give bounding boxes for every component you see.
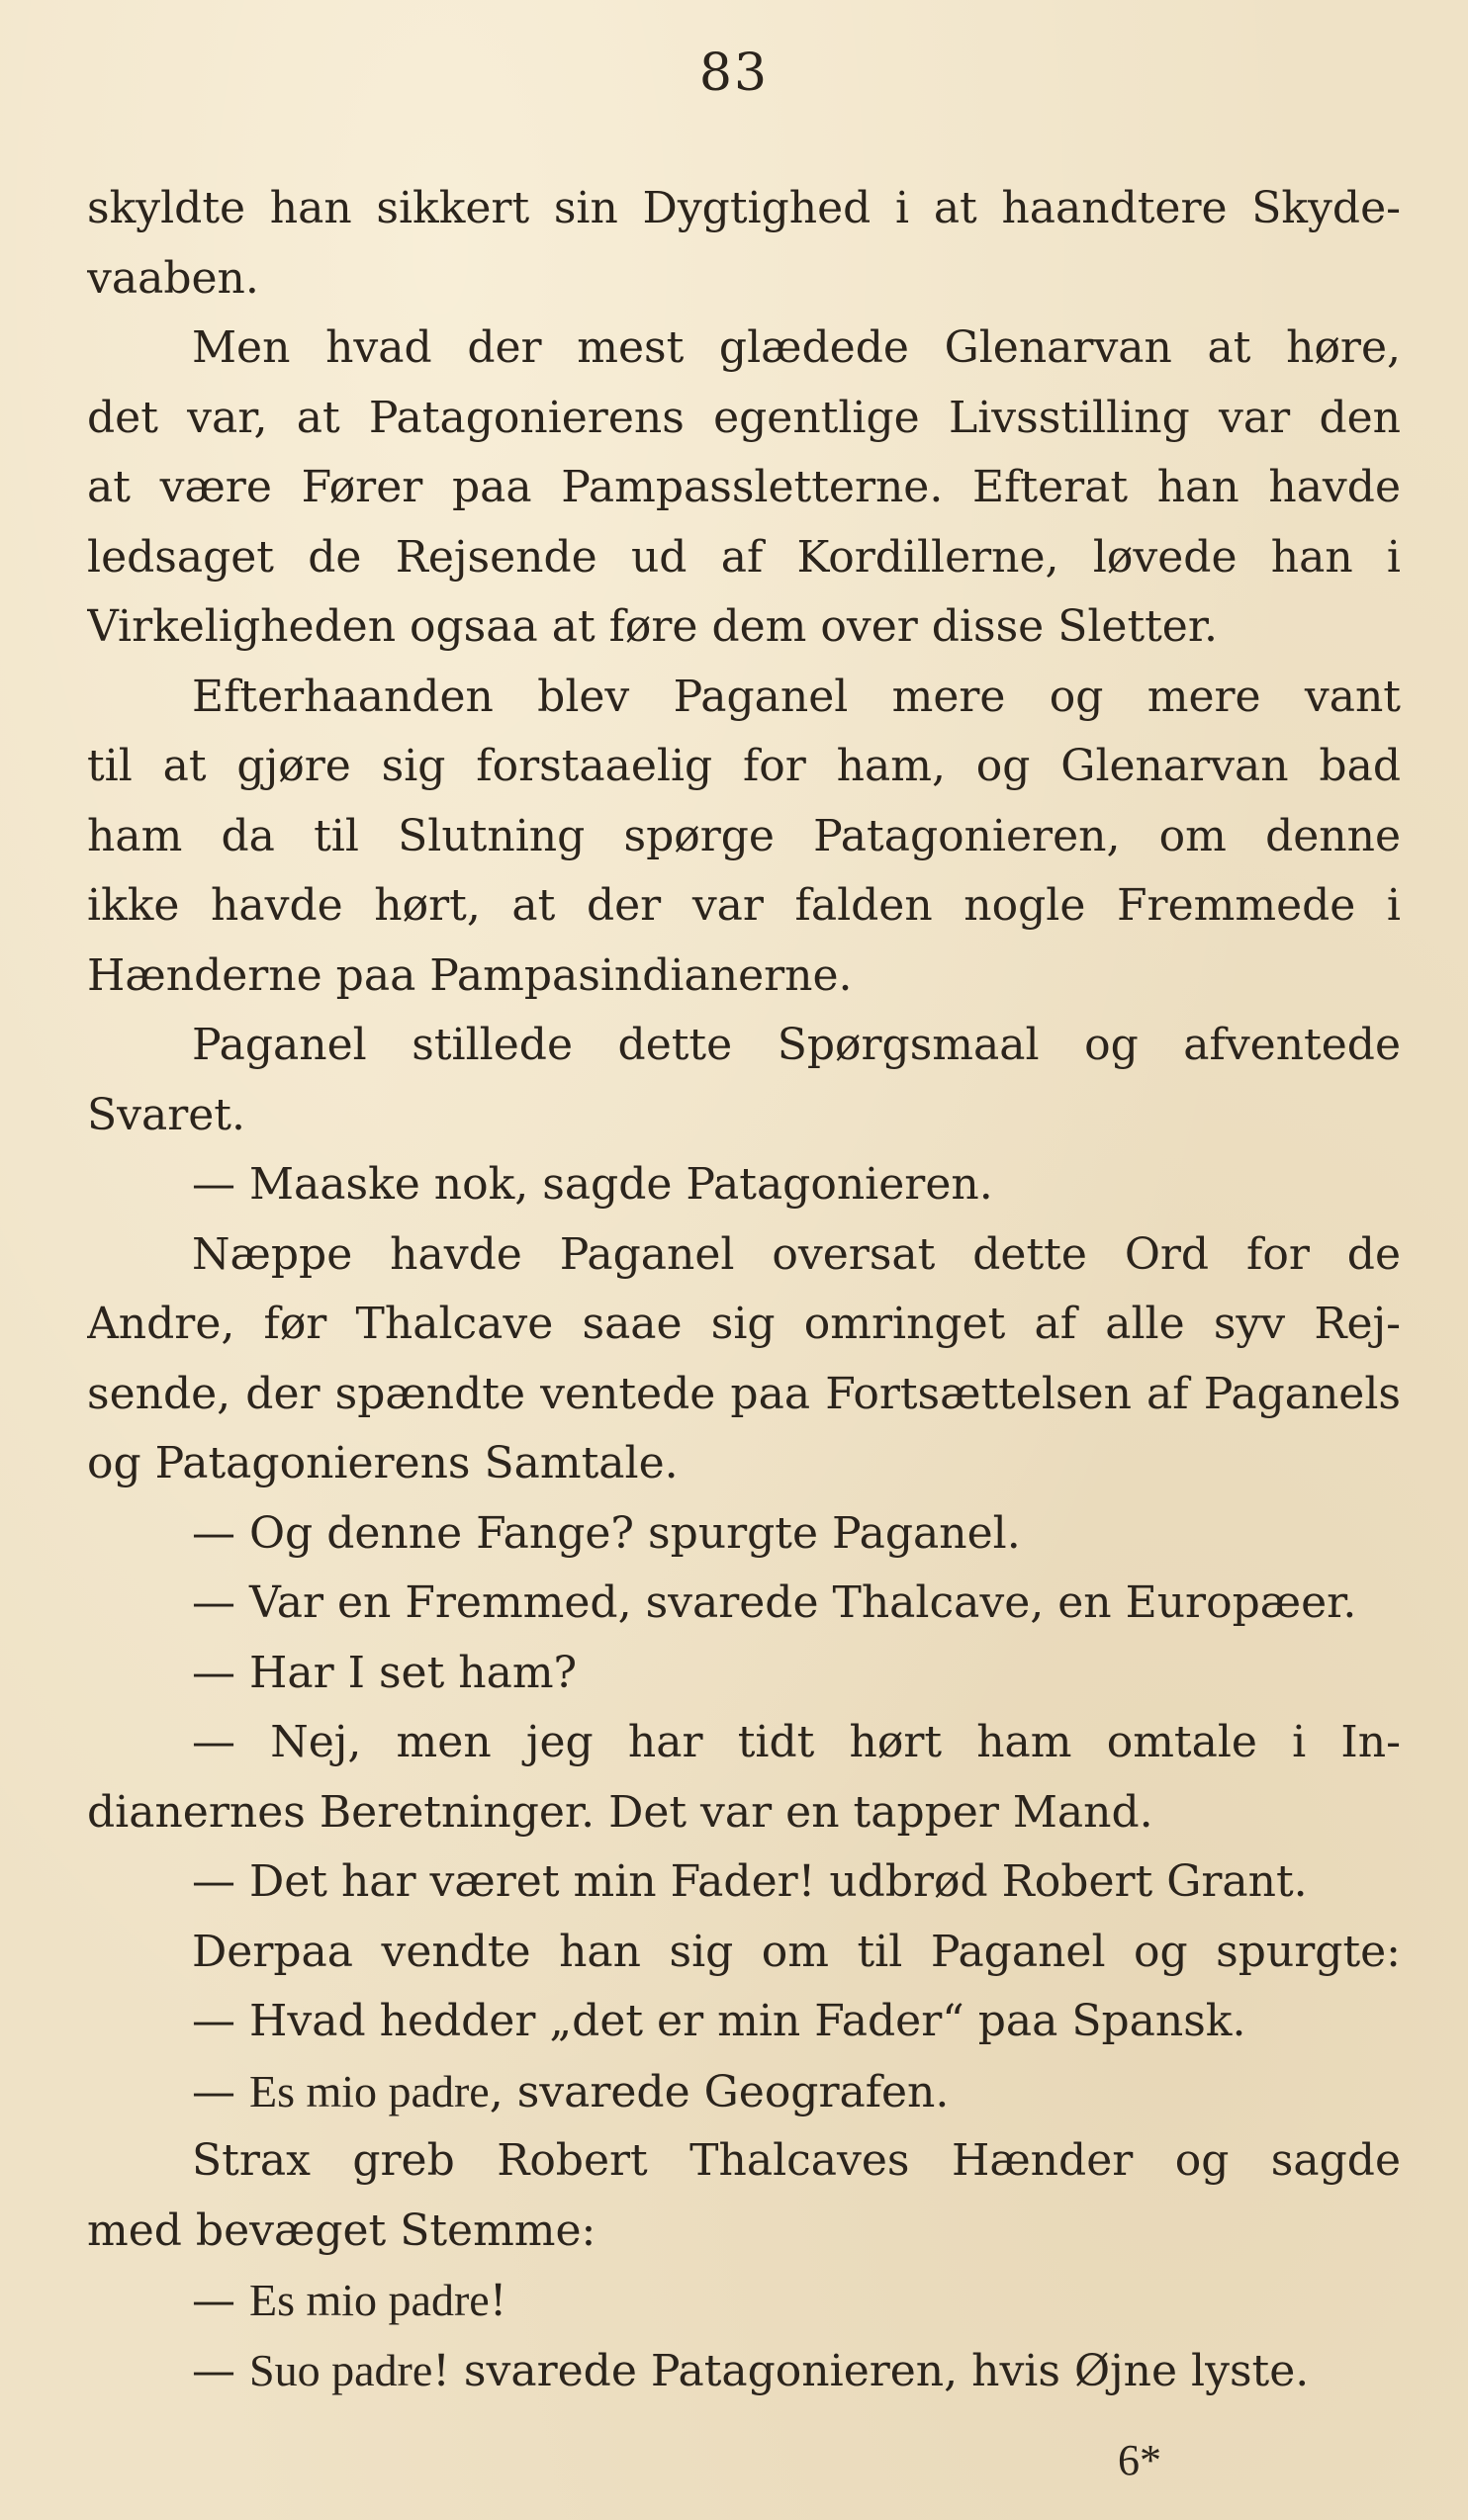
text-line: Derpaa vendte han sig om til Paganel og spurgte:	[192, 1926, 1401, 1977]
text-line: ledsaget de Rejsende ud af Kordillerne, løvede han i	[87, 531, 1401, 583]
text-line: — Var en Fremmed, svarede Thalcave, en Europæer.	[192, 1577, 1357, 1628]
text-line: Andre, før Thalcave saae sig omringet af alle syv Rej-	[87, 1299, 1401, 1349]
text-line: Men hvad der mest glædede Glenarvan at høre,	[192, 322, 1401, 373]
text-line: — Es mio padre!	[192, 2275, 507, 2326]
latin-phrase: Suo padre	[249, 2344, 433, 2395]
text-line: — Har I set ham?	[192, 1647, 578, 1698]
text-line: skyldte han sikkert sin Dygtighed i at haandtere Skyde-	[87, 183, 1401, 233]
text-line: — Suo padre! svarede Patagonieren, hvis Øjne lyste.	[192, 2344, 1310, 2396]
text-line: sende, der spændte ventede paa Fortsættelsen af Paganels	[87, 1368, 1401, 1419]
text-line: — Hvad hedder „det er min Fader“ paa Spansk.	[192, 1996, 1246, 2046]
printer-signature-mark: 6*	[1118, 2436, 1161, 2484]
text-line: det var, at Patagonierens egentlige Livsstilling var den	[87, 392, 1401, 443]
latin-phrase: Es mio padre	[249, 2065, 490, 2116]
latin-phrase: Es mio padre	[249, 2275, 490, 2325]
text-line: Næppe havde Paganel oversat dette Ord for de	[192, 1228, 1401, 1280]
text-line: til at gjøre sig forstaaelig for ham, og Glenarvan bad	[87, 741, 1401, 791]
text-line: at være Fører paa Pampassletterne. Efterat han havde	[87, 462, 1401, 512]
text-line: med bevæget Stemme:	[87, 2205, 596, 2256]
text-line: Virkeligheden ogsaa at føre dem over disse Sletter.	[87, 601, 1219, 652]
text-line: Strax greb Robert Thalcaves Hænder og sagde	[192, 2135, 1401, 2186]
text-line: og Patagonierens Samtale.	[87, 1438, 679, 1488]
text-line: dianernes Beretninger. Det var en tapper Mand.	[87, 1786, 1153, 1838]
text-line: — Det har været min Fader! udbrød Robert Grant.	[192, 1856, 1308, 1907]
text-line: Paganel stillede dette Spørgsmaal og afventede	[192, 1020, 1401, 1070]
text-line: — Es mio padre, svarede Geografen.	[192, 2065, 950, 2117]
body-text	[87, 174, 1401, 2405]
text-line: Svaret.	[87, 1089, 245, 1140]
text-line: ikke havde hørt, at der var falden nogle Fremmede i	[87, 880, 1401, 931]
text-line: vaaben.	[87, 252, 259, 304]
text-line: — Og denne Fange? spurgte Paganel.	[192, 1507, 1021, 1559]
text-line: — Maaske nok, sagde Patagonieren.	[192, 1159, 993, 1210]
text-line: Hænderne paa Pampasindianerne.	[87, 949, 853, 1001]
page-number: 83	[698, 44, 770, 103]
text-line: Efterhaanden blev Paganel mere og mere vant	[192, 671, 1401, 722]
text-line: ham da til Slutning spørge Patagonieren, om denne	[87, 810, 1401, 861]
text-line: — Nej, men jeg har tidt hørt ham omtale i In-	[192, 1717, 1401, 1767]
